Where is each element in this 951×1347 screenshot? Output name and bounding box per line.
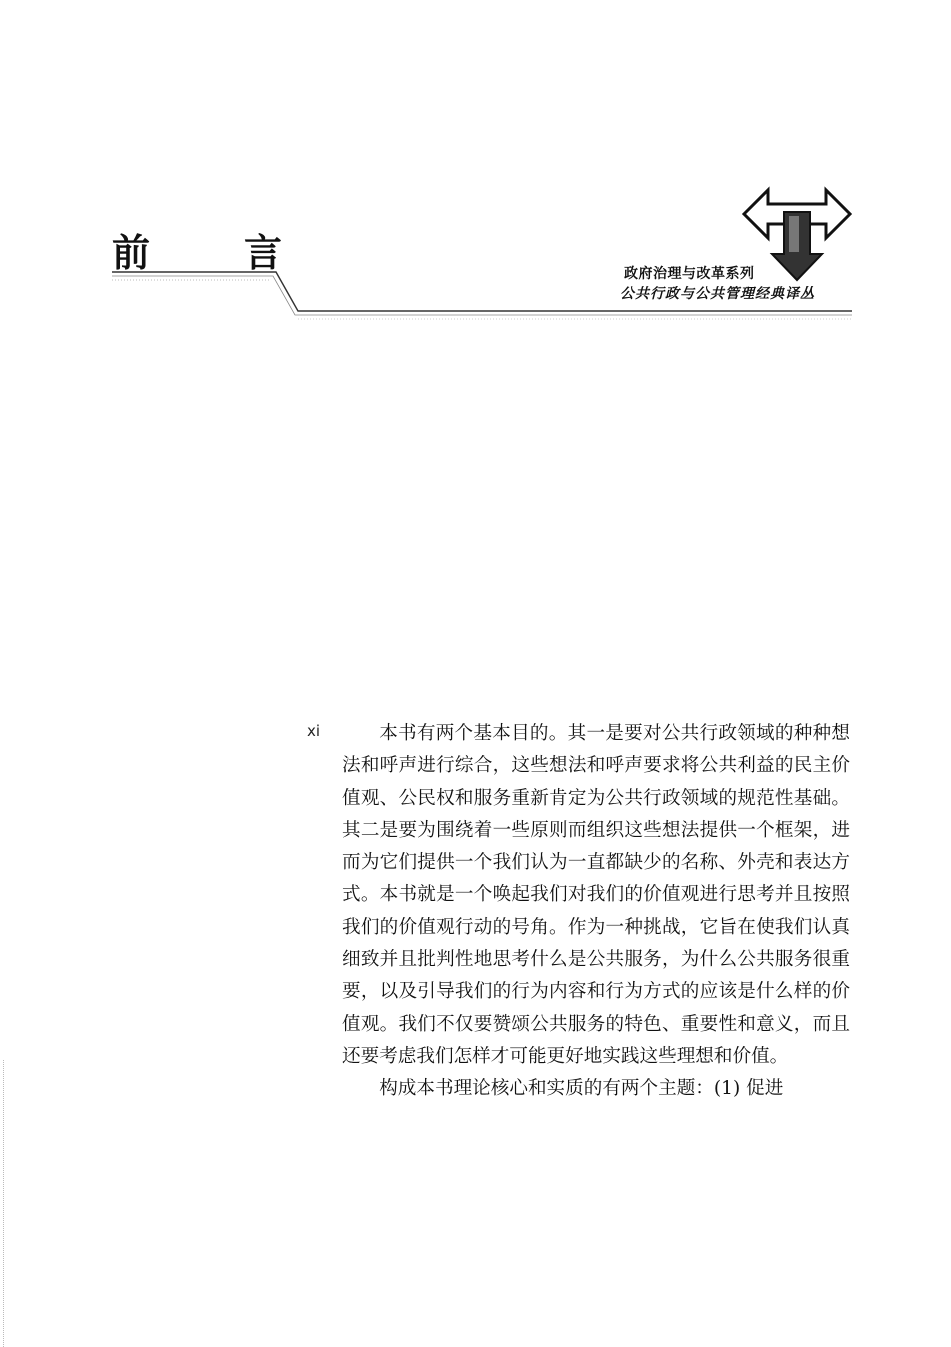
chapter-title-char-2: 言 <box>243 230 282 275</box>
page-number: xi <box>307 722 321 740</box>
margin-rule <box>3 1060 4 1347</box>
body-text <box>342 718 850 1106</box>
header-rule-lines <box>0 0 951 360</box>
series-collection-name: 公共行政与公共管理经典译丛 <box>620 286 815 302</box>
chapter-title-char-1: 前 <box>112 230 151 275</box>
chapter-title <box>112 224 282 274</box>
paragraph: 构成本书理论核心和实质的有两个主题：(1) 促进 <box>379 1078 784 1100</box>
series-name: 政府治理与改革系列 <box>624 266 755 282</box>
paragraph: 本书有两个基本目的。其一是要对公共行政领域的种种想法和呼声进行综合，这些想法和呼声要求将公共利益的民主价值观、公民权和服务重新肯定为公共行政领域的规范性基础。其二是要为围绕着一些原则而组织这些想法提供一个框架，进而为它们提供一个我们认为一直都缺少的名称、外壳和表达方式。本书就是一个唤起我们对我们的价值观进行思考并且按照我们的价值观行动的号角。作为一种挑战，它旨在使我们认真细致并且批判性地思考什么是公共服务，为什么公共服务很重要，以及引导我们的行为内容和行为方式的应该是什么样的价值观。我们不仅要赞颂公共服务的特色、重要性和意义，而且还要考虑我们怎样才可能更好地实践这些理想和价值。 <box>342 723 850 1067</box>
